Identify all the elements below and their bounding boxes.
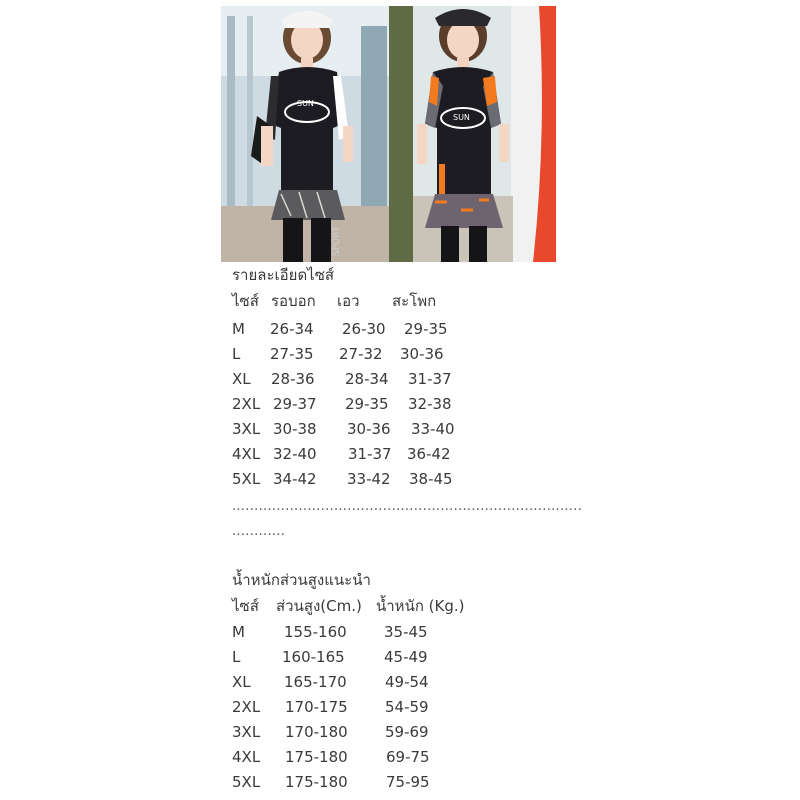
size-row-waist: 27-32 xyxy=(339,345,383,363)
right-shirt-logo-text: SUN xyxy=(453,113,470,122)
size-row-size: 3XL xyxy=(232,420,261,438)
size-row-chest: 29-37 xyxy=(273,395,317,413)
left-shirt-logo-text: SUN xyxy=(297,99,314,108)
wh-row-weight: 49-54 xyxy=(385,673,429,691)
size-row-size: 2XL xyxy=(232,395,261,413)
size-header-size: ไซส์ xyxy=(232,292,259,310)
size-row-waist: 31-37 xyxy=(348,445,392,463)
size-row-hip: 31-37 xyxy=(408,370,452,388)
wh-row-weight: 54-59 xyxy=(385,698,429,716)
size-row-chest: 30-38 xyxy=(273,420,317,438)
wh-row-height: 170-180 xyxy=(285,723,348,741)
wh-row-size: 3XL xyxy=(232,723,261,741)
wh-row-weight: 59-69 xyxy=(385,723,429,741)
wh-row-height: 160-165 xyxy=(282,648,345,666)
size-row-size: 5XL xyxy=(232,470,261,488)
size-header-chest: รอบอก xyxy=(271,292,316,310)
size-row-waist: 26-30 xyxy=(342,320,386,338)
size-row-hip: 38-45 xyxy=(409,470,453,488)
size-detail-title: รายละเอียดไซส์ xyxy=(232,266,335,284)
size-header-waist: เอว xyxy=(337,292,360,310)
wh-row-height: 175-180 xyxy=(285,773,348,791)
size-row-hip: 33-40 xyxy=(411,420,455,438)
wh-header-weight: น้ำหนัก (Kg.) xyxy=(376,597,465,615)
wh-row-height: 175-180 xyxy=(285,748,348,766)
size-row-chest: 34-42 xyxy=(273,470,317,488)
size-row-hip: 36-42 xyxy=(407,445,451,463)
size-row-waist: 33-42 xyxy=(347,470,391,488)
wh-row-weight: 35-45 xyxy=(384,623,428,641)
wh-row-height: 165-170 xyxy=(284,673,347,691)
wh-header-height: ส่วนสูง(Cm.) xyxy=(276,597,362,615)
size-row-chest: 32-40 xyxy=(273,445,317,463)
product-photo-illustration xyxy=(221,6,556,262)
product-photos xyxy=(221,6,556,262)
wh-row-size: XL xyxy=(232,673,251,691)
wh-row-size: M xyxy=(232,623,245,641)
wh-row-size: 2XL xyxy=(232,698,261,716)
size-row-waist: 29-35 xyxy=(345,395,389,413)
wh-row-height: 170-175 xyxy=(285,698,348,716)
wh-row-weight: 45-49 xyxy=(384,648,428,666)
size-row-hip: 30-36 xyxy=(400,345,444,363)
dotted-separator-line1: ............................................................................... xyxy=(232,499,583,514)
size-row-chest: 28-36 xyxy=(271,370,315,388)
dotted-separator-line2: ............ xyxy=(232,524,286,539)
wh-row-weight: 69-75 xyxy=(386,748,430,766)
size-row-chest: 26-34 xyxy=(270,320,314,338)
pants-side-text: SPORT xyxy=(332,226,342,256)
size-row-hip: 32-38 xyxy=(408,395,452,413)
weight-height-title: น้ำหนักส่วนสูงแนะนำ xyxy=(232,571,371,589)
size-row-chest: 27-35 xyxy=(270,345,314,363)
wh-header-size: ไซส์ xyxy=(232,597,259,615)
size-header-hip: สะโพก xyxy=(392,292,437,310)
size-row-hip: 29-35 xyxy=(404,320,448,338)
size-row-size: M xyxy=(232,320,245,338)
size-row-waist: 30-36 xyxy=(347,420,391,438)
wh-row-height: 155-160 xyxy=(284,623,347,641)
wh-row-weight: 75-95 xyxy=(386,773,430,791)
wh-row-size: L xyxy=(232,648,241,666)
wh-row-size: 4XL xyxy=(232,748,261,766)
size-row-size: XL xyxy=(232,370,251,388)
wh-row-size: 5XL xyxy=(232,773,261,791)
size-row-size: L xyxy=(232,345,241,363)
size-row-waist: 28-34 xyxy=(345,370,389,388)
size-row-size: 4XL xyxy=(232,445,261,463)
